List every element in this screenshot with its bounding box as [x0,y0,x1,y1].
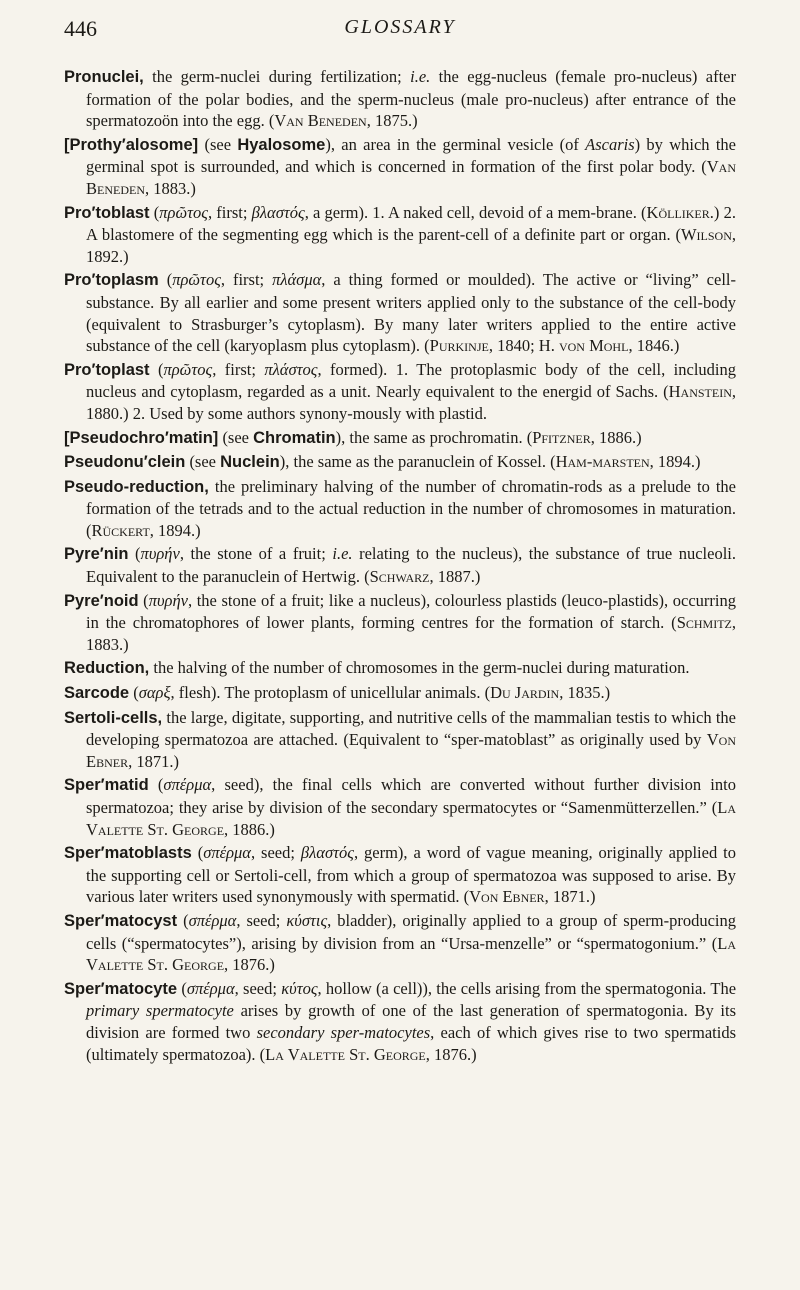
running-title: GLOSSARY [344,16,456,38]
entry-text: the halving of the number of chromosomes in the germ-nuclei during maturation. [149,658,690,678]
entry-term: [Pseudochro′matin] [64,428,219,447]
entry-text: , seed), the final cells which are converted without further division into spermatozoa; they arise by division of the secondary spermatocytes or “Samenmütterzellen.” ( [86,775,736,817]
entry-text: , 1876.) [224,955,275,975]
greek-etymon: κύστις [286,910,328,930]
entry-text: , each of which gives rise to two spermatids (ultimately spermatozoa). ( [86,1022,737,1064]
entry-text: ( [149,359,164,379]
glossary-entry [64,590,736,656]
cross-reference-term: Hyalosome [237,135,326,154]
author-citation: Wilson [680,225,732,245]
entry-term: Pyre′noid [64,591,139,610]
glossary-entry [64,359,736,425]
entry-text: , 1840; H. [488,336,559,356]
entry-text: (see [218,427,254,447]
greek-etymon: σπέρμα [163,775,212,795]
entry-text: ( [148,775,164,795]
entry-text: the germ-nuclei during fertilization; [143,67,411,86]
entry-text: ( [177,910,189,930]
glossary-entry [64,842,736,908]
entry-text: , 1894.) [649,452,701,472]
entry-term: Pro′toplasm [64,271,159,290]
greek-etymon: σπέρμα [186,978,235,998]
entry-text: , a thing formed or moulded). The active or “living” cell-substance. By all earlier and some present writers applied only to the substance of the cell-body (equivalent to Strasburger’s cytoplasm). By many later writers applied to the entire active substance of the cell (karyoplasm plus cytoplasm). ( [86,270,736,356]
entry-text: , 1846.) [628,336,680,356]
entry-text: , seed; [234,978,282,998]
glossary-entry [64,543,736,587]
entry-text: ), the same as prochromatin. ( [335,427,533,447]
emphasis-text: i.e. [332,544,353,564]
greek-etymon: σαρξ [138,683,171,703]
author-citation: Pfitzner [532,427,591,447]
glossary-entry [64,66,736,132]
entry-text: ( [191,843,204,863]
author-citation: Kölliker [646,202,710,222]
glossary-entry [64,978,736,1065]
entry-text: , 1876.) [425,1044,477,1064]
greek-etymon: πρῶτος [172,270,221,290]
greek-etymon: κύτος [281,978,318,998]
entry-text: , the stone of a fruit; [179,544,333,564]
entry-text: ( [129,683,139,703]
entry-term: [Prothy′alosome] [64,135,199,154]
entry-text: ( [128,544,141,564]
entry-text: , seed; [236,910,287,930]
greek-etymon: πλάσμα [272,270,322,290]
entry-text: , 1883.) [86,613,736,654]
glossary-entry [64,707,736,773]
author-citation: Purkinje [429,336,489,356]
entry-text: , 1883.) [145,178,196,198]
entry-text: , hollow (a cell)), the cells arising from the spermatogonia. The [317,978,737,998]
author-citation: Du Jardin [490,683,560,703]
emphasis-text: i.e. [410,67,431,86]
greek-etymon: πρῶτος [163,359,213,379]
author-citation: Schmitz [676,613,732,633]
entry-text: , 1875.) [366,111,418,131]
author-citation: Rückert [91,520,150,540]
entry-text: ( [138,590,149,610]
entry-text: ), the same as the paranuclein of Kossel. ( [279,452,556,472]
glossary-entry [64,476,736,542]
author-citation: von Mohl [558,336,629,356]
emphasis-text: Ascaris [585,134,635,154]
author-citation: Van Beneden [86,157,736,198]
glossary-entry [64,774,736,840]
entry-text: , flesh). The protoplasm of unicellular animals. ( [170,683,491,703]
glossary-entries [64,66,736,1067]
entry-text: arises by growth of one of the last generation of spermatogonia. By its division are formed two [86,1001,737,1042]
author-citation: La Valette St. George [86,798,736,839]
entry-text: (see [185,452,221,472]
glossary-entry [64,269,736,356]
entry-text: , 1880.) 2. Used by some authors synony-mously with plastid. [86,382,736,423]
entry-text: , 1871.) [544,887,596,907]
entry-text: , 1871.) [128,751,179,771]
author-citation: Von Ebner [86,730,736,771]
emphasis-text: primary spermatocyte [86,1001,234,1021]
author-citation: Schwarz [369,567,430,587]
entry-text: ), an area in the germinal vesicle (of [325,134,586,154]
page-header [64,10,736,50]
entry-text: , germ), a word of vague meaning, originally applied to the supporting cell or Sertoli-cell, from which a group of spermatozoa was supposed to arise. By various later writers used synonymously with spermatid. ( [86,843,736,907]
entry-text: (see [198,134,238,154]
greek-etymon: βλαστός [300,843,354,863]
entry-term: Sper′matocyte [64,979,178,998]
greek-etymon: σπέρμα [188,910,237,930]
entry-term: Sarcode [64,684,130,703]
entry-text: , 1835.) [559,683,611,703]
author-citation: Van Beneden [274,111,367,131]
entry-text: the preliminary halving of the number of chromatin-rods as a prelude to the formation of the tetrads and to the actual reduction in the number of chromosomes in maturation. ( [86,476,736,540]
entry-text: relating to the nucleus), the substance of true nucleoli. Equivalent to the paranuclein of Hertwig. ( [86,544,736,587]
glossary-entry [64,657,736,680]
page-number: 446 [64,16,97,41]
entry-text: , 1892.) [86,225,736,266]
entry-term: Pyre′nin [64,545,129,564]
author-citation: La Valette St. George [265,1044,426,1064]
entry-term: Sper′matocyst [64,911,178,930]
entry-text: ) by which the germinal spot is surrounded, and which is concerned in formation of the first polar body. ( [86,134,736,177]
glossary-entry [64,134,736,200]
entry-text: the egg-nucleus (female pro-nucleus) after formation of the polar bodies, and the sperm-nucleus (male pro-nucleus) after entrance of the spermatozoön into the egg. ( [86,67,736,131]
greek-etymon: πυρήν [140,544,180,564]
greek-etymon: σπέρμα [203,843,251,863]
entry-text: , bladder), originally applied to a group of sperm-producing cells (“spermatocytes”), arising by division from an “Ursa-menzelle” or “spermatogonium.” ( [86,910,736,953]
entry-text: , first; [207,202,252,222]
glossary-entry [64,451,736,474]
author-citation: Hanstein [668,382,732,402]
entry-text: .) 2. A blastomere of the segmenting egg which is the parent-cell of a definite part or organ. ( [86,202,736,245]
entry-term: Pseudo-reduction, [64,477,209,496]
glossary-entry [64,682,736,705]
entry-term: Sper′matid [64,776,149,795]
entry-term: Pro′toplast [64,360,150,379]
entry-text: ( [149,202,160,222]
entry-text: , first; [212,359,265,379]
emphasis-text: secondary sper-matocytes [256,1022,431,1042]
glossary-entry [64,910,736,976]
entry-text: , first; [220,270,273,290]
entry-term: Pro′toblast [64,203,150,222]
entry-text: , the stone of a fruit; like a nucleus), colourless plastids (leuco-plastids), occurring in the chromatophores of lower plants, forming centres for the formation of starch. ( [86,590,736,633]
cross-reference-term: Chromatin [253,428,336,447]
entry-term: Sper′matoblasts [64,844,192,863]
entry-text: , seed; [250,843,301,863]
entry-term: Reduction, [64,659,150,678]
glossary-entry [64,202,736,268]
greek-etymon: πυρήν [148,590,188,610]
entry-term: Pronuclei, [64,68,144,86]
entry-text: ( [158,270,173,290]
entry-text: , 1886.) [224,819,275,839]
entry-text: , 1887.) [429,567,481,587]
glossary-entry [64,427,736,450]
greek-etymon: πρῶτος [159,202,208,222]
author-citation: La Valette St. George [86,933,736,975]
greek-etymon: πλάστος [264,359,318,379]
entry-term: Sertoli-cells, [64,708,163,727]
author-citation: Von Ebner [469,887,545,907]
cross-reference-term: Nuclein [220,453,280,472]
entry-text: , formed). 1. The protoplasmic body of the cell, including nucleus and cytoplasm, regarded as a unit. Nearly equivalent to the energid of Sachs. ( [86,359,736,402]
entry-text: , 1886.) [590,427,642,447]
entry-text: , 1894.) [149,520,201,540]
author-citation: Ham-marsten [555,452,650,472]
entry-text: , a germ). 1. A naked cell, devoid of a mem-brane. ( [304,202,647,222]
greek-etymon: βλαστός [251,202,305,222]
entry-text: the large, digitate, supporting, and nutritive cells of the mammalian testis to which the developing spermatozoa are attached. (Equivalent to “sper-matoblast” as originally used by [86,707,736,750]
entry-text: ( [177,978,187,998]
entry-term: Pseudonu′clein [64,453,186,472]
